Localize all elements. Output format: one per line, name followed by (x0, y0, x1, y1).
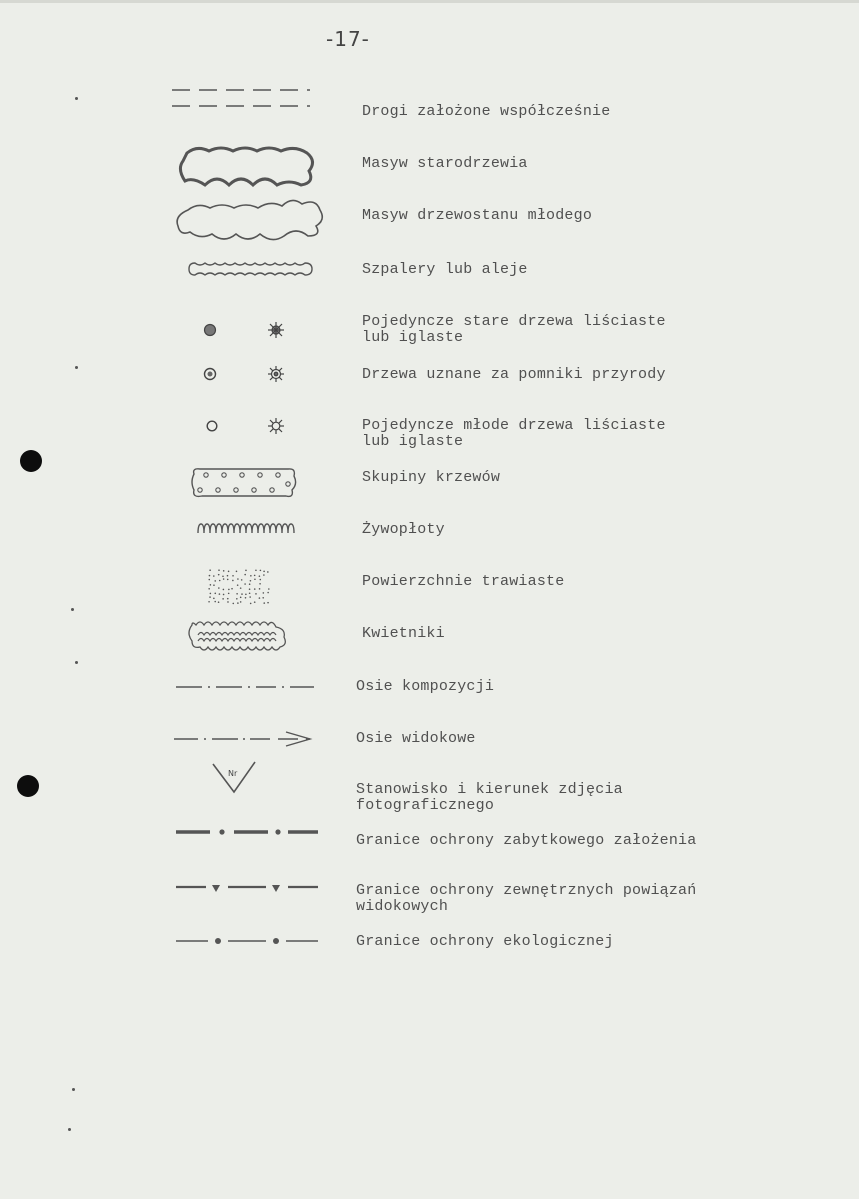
grass-dot (210, 584, 212, 586)
grass-dot (259, 583, 261, 585)
legend-label: Pojedyncze stare drzewa liściaste lub iglaste (362, 313, 666, 346)
legend-label: Granice ochrony ekologicznej (356, 933, 614, 950)
grass-dot (209, 569, 211, 571)
grass-dot (219, 593, 221, 595)
grass-dot (249, 592, 251, 594)
grass-dot (219, 580, 221, 582)
cloud-outline-icon (177, 143, 319, 196)
legend-label: Granice ochrony zewnętrznych powiązań widokowych (356, 882, 697, 915)
grass-dot (249, 583, 251, 585)
grass-dot (250, 575, 252, 577)
grass-dot (223, 570, 225, 572)
grass-dot (218, 601, 220, 603)
legend-label: Żywopłoty (362, 521, 445, 538)
grass-dot (267, 571, 269, 573)
legend-label: Kwietniki (362, 625, 445, 642)
grass-dot (222, 598, 224, 600)
grass-dot (245, 593, 247, 595)
paper-speck (72, 1088, 75, 1091)
grass-dot (214, 593, 216, 595)
grass-dot (227, 598, 229, 600)
grass-dot (262, 597, 264, 599)
grass-dot (240, 597, 242, 599)
grass-dot (267, 602, 269, 604)
grass-dot (236, 598, 238, 600)
grass-dot (244, 583, 246, 585)
paper-speck (75, 661, 78, 664)
grass-dot (268, 588, 270, 590)
grass-dot (209, 596, 211, 598)
grass-dot (240, 601, 242, 603)
grass-dot (210, 593, 212, 595)
grass-dot (263, 571, 265, 573)
grass-dot (227, 575, 229, 577)
open-circle-and-star-icon (200, 414, 290, 443)
grass-dot (223, 589, 225, 591)
wavy-cloud-outline-icon (176, 196, 326, 249)
grass-dot (241, 593, 243, 595)
page-number: -17- (326, 27, 370, 51)
grass-dot (232, 580, 234, 582)
grass-dot (254, 575, 256, 577)
page-edge (0, 0, 859, 3)
grass-dot (249, 596, 251, 598)
grass-dot (213, 575, 215, 577)
grass-dot (254, 578, 256, 580)
ringed-circle-and-star-icon (200, 362, 290, 391)
grass-dot (236, 571, 238, 573)
grass-dot (241, 579, 243, 581)
dotted-area-icon (208, 569, 274, 612)
grass-dot (255, 569, 257, 571)
grass-dot (237, 584, 239, 586)
legend-label: Powierzchnie trawiaste (362, 573, 565, 590)
grass-dot (260, 570, 262, 572)
grass-dot (213, 598, 215, 600)
grass-dot (218, 574, 220, 576)
grass-dot (223, 594, 225, 596)
legend-label: Masyw starodrzewia (362, 155, 528, 172)
grass-dot (222, 575, 224, 577)
legend-label: Stanowisko i kierunek zdjęcia fotograficznego (356, 781, 623, 814)
grass-dot (223, 578, 225, 580)
legend-label: Masyw drzewostanu młodego (362, 207, 593, 224)
grass-dot (227, 601, 229, 603)
grass-dot (209, 575, 211, 577)
grass-dot (213, 584, 215, 586)
dash-dot-arrow-icon (174, 729, 316, 754)
legend-label: Osie kompozycji (356, 678, 495, 695)
grass-dot (218, 587, 220, 589)
legend-label: Pojedyncze młode drzewa liściaste lub iglaste (362, 417, 666, 450)
grass-dot (208, 579, 210, 581)
grass-dot (259, 597, 261, 599)
photo-viewpoint-icon (210, 760, 260, 803)
grass-dot (236, 593, 238, 595)
legend-label: Drzewa uznane za pomniki przyrody (362, 366, 666, 383)
paper-speck (75, 366, 78, 369)
paper-speck (75, 97, 78, 100)
hedge-wave-icon (196, 521, 300, 542)
paper-speck (68, 1128, 71, 1131)
grass-dot (232, 575, 234, 577)
dash-dot-line-icon (176, 680, 316, 698)
grass-dot (214, 580, 216, 582)
grass-dot (259, 579, 261, 581)
binder-hole-top (20, 450, 42, 472)
paper-speck (71, 608, 74, 611)
scalloped-strip-icon (186, 261, 316, 282)
grass-dot (237, 578, 239, 580)
grass-dot (227, 579, 229, 581)
shrub-group-icon (190, 466, 300, 505)
grass-dot (231, 588, 233, 590)
triangle-dash-line-icon (176, 881, 318, 900)
grass-dot (208, 601, 210, 603)
grass-dot (249, 588, 251, 590)
bold-dash-dot-line-icon (176, 825, 318, 843)
grass-dot (267, 592, 269, 594)
legend-label: Granice ochrony zabytkowego założenia (356, 832, 697, 849)
filled-circle-and-star-icon (200, 318, 290, 347)
grass-dot (245, 570, 247, 572)
dashed-lines-icon (172, 86, 312, 117)
grass-dot (250, 580, 252, 582)
grass-dot (228, 593, 230, 595)
grass-dot (228, 571, 230, 573)
grass-dot (232, 603, 234, 605)
grass-dot (218, 569, 220, 571)
grass-dot (245, 597, 247, 599)
legend-label: Szpalery lub aleje (362, 261, 528, 278)
photo-marker-label: Nr (228, 769, 238, 778)
grass-dot (240, 587, 242, 589)
legend-label: Skupiny krzewów (362, 469, 501, 486)
grass-dot (228, 589, 230, 591)
grass-dot (208, 588, 210, 590)
grass-dot (259, 588, 261, 590)
binder-hole-bottom (17, 775, 39, 797)
grass-dot (259, 575, 261, 577)
grass-dot (254, 601, 256, 603)
grass-dot (244, 574, 246, 576)
grass-dot (237, 602, 239, 604)
legend-label: Drogi założone współcześnie (362, 103, 611, 120)
grass-dot (250, 603, 252, 605)
dot-dash-line-icon (176, 934, 318, 952)
grass-dot (263, 602, 265, 604)
grass-dot (263, 574, 265, 576)
grass-dot (214, 601, 216, 603)
grass-dot (263, 592, 265, 594)
grass-dot (254, 588, 256, 590)
flowerbed-icon (186, 617, 292, 658)
legend-label: Osie widokowe (356, 730, 476, 747)
grass-dot (255, 593, 257, 595)
